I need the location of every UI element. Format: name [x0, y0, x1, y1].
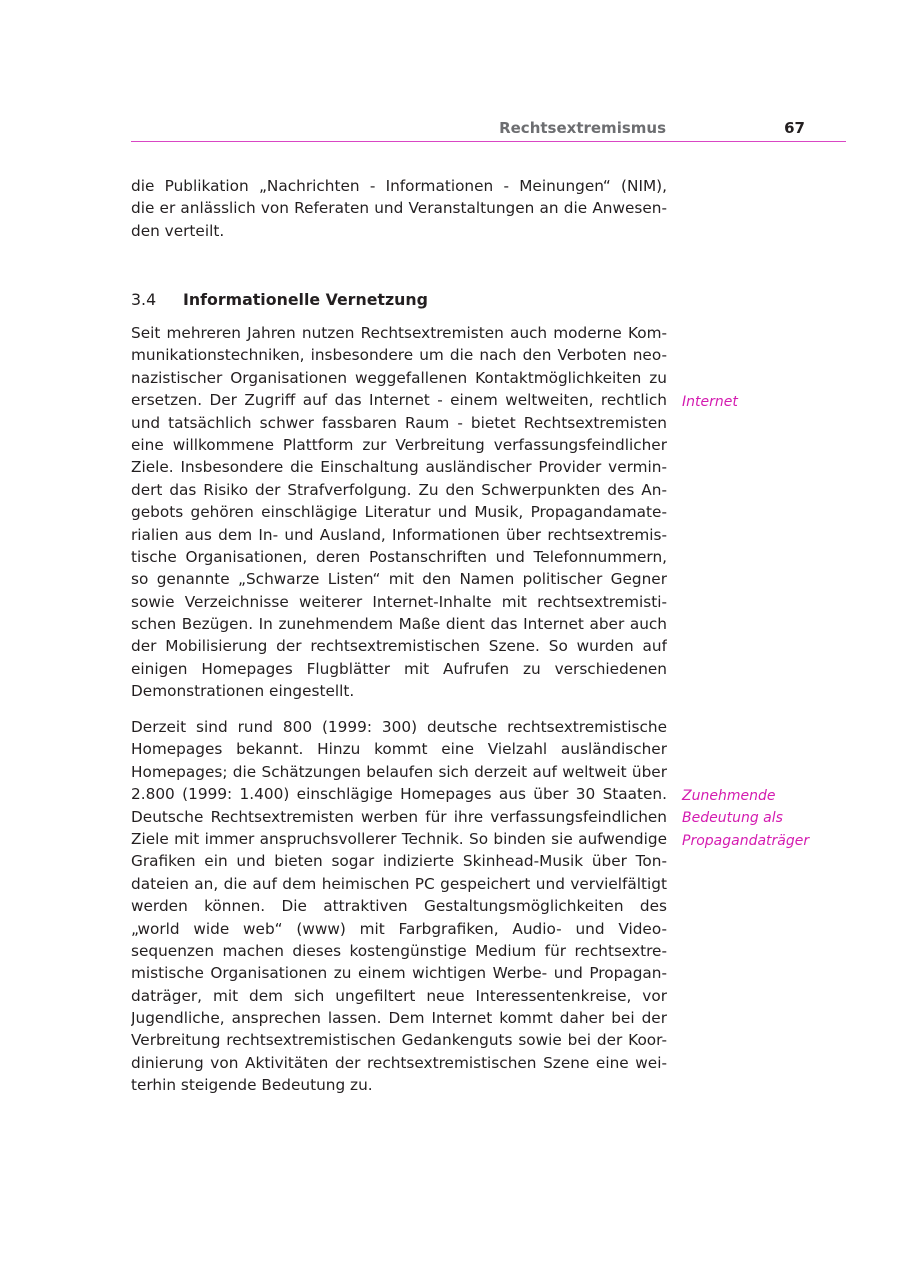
paragraph-line: nazistischer Organisationen weggefallenen Kontaktmöglichkeiten zu — [131, 368, 667, 387]
margin-note-internet — [682, 391, 738, 413]
paragraph-line: die Publikation „Nachrichten - Informationen - Meinungen“ (NIM), — [131, 177, 667, 195]
paragraph-line: Ziele mit immer anspruchsvollerer Technik. So binden sie aufwendige — [131, 829, 667, 848]
paragraph-line: so genannte „Schwarze Listen“ mit den Namen politischer Gegner — [131, 570, 667, 589]
paragraph-line: Jugendliche, ansprechen lassen. Dem Internet kommt daher bei der — [131, 1009, 667, 1028]
paragraph-line: einigen Homepages Flugblätter mit Aufrufen zu verschiedenen — [131, 659, 667, 678]
paragraph-line: Ziele. Insbesondere die Einschaltung ausländischer Provider vermin- — [131, 458, 667, 477]
paragraph-line: Homepages; die Schätzungen belaufen sich derzeit auf weltweit über — [131, 762, 667, 781]
paragraph-internet-use — [131, 322, 667, 703]
paragraph-line: sowie Verzeichnisse weiterer Internet-Inhalte mit rechtsextremisti- — [131, 592, 667, 611]
paragraph-line: eine willkommene Plattform zur Verbreitung verfassungsfeindlicher — [131, 435, 667, 454]
paragraph-line: und tatsächlich schwer fassbaren Raum - bietet Rechtsextremisten — [131, 413, 667, 432]
paragraph-line: Derzeit sind rund 800 (1999: 300) deutsche rechtsextremistische — [131, 718, 667, 736]
paragraph-line: dateien an, die auf dem heimischen PC gespeichert und vervielfältigt — [131, 874, 667, 893]
header-rule — [131, 141, 846, 142]
page-number: 67 — [784, 119, 805, 137]
paragraph-line: daträger, mit dem sich ungefiltert neue Interessentenkreise, vor — [131, 986, 667, 1005]
section-heading — [131, 289, 428, 311]
paragraph-line: Demonstrationen eingestellt. — [131, 682, 355, 701]
paragraph-line: Seit mehreren Jahren nutzen Rechtsextremisten auch moderne Kom- — [131, 324, 667, 342]
paragraph-line: „world wide web“ (www) mit Farbgrafiken, Audio- und Video- — [131, 919, 667, 938]
paragraph-line: die er anlässlich von Referaten und Veranstaltungen an die Anwesen- — [131, 199, 667, 218]
paragraph-line: schen Bezügen. In zunehmendem Maße dient das Internet aber auch — [131, 615, 667, 634]
paragraph-line: terhin steigende Bedeutung zu. — [131, 1076, 373, 1095]
paragraph-line: ersetzen. Der Zugriff auf das Internet - einem weltweiten, rechtlich — [131, 391, 667, 410]
paragraph-line: sequenzen machen dieses kostengünstige Medium für rechtsextre- — [131, 941, 667, 960]
paragraph-line: der Mobilisierung der rechtsextremistischen Szene. So wurden auf — [131, 637, 667, 656]
intro-paragraph — [131, 175, 667, 242]
margin-note-line: Internet — [682, 394, 738, 410]
paragraph-line: tische Organisationen, deren Postanschriften und Telefonnummern, — [131, 547, 667, 566]
paragraph-line: dinierung von Aktivitäten der rechtsextremistischen Szene eine wei- — [131, 1053, 667, 1072]
margin-note-propaganda — [682, 785, 809, 852]
paragraph-line: mistische Organisationen zu einem wichtigen Werbe- und Propagan- — [131, 964, 667, 983]
margin-note-line: Zunehmende — [682, 788, 776, 804]
paragraph-line: den verteilt. — [131, 221, 225, 240]
paragraph-line: dert das Risiko der Strafverfolgung. Zu den Schwerpunkten des An- — [131, 480, 667, 499]
running-title: Rechtsextremismus — [499, 119, 666, 137]
paragraph-line: Deutsche Rechtsextremisten werben für ihre verfassungsfeindlichen — [131, 807, 667, 826]
paragraph-line: munikationstechniken, insbesondere um die nach den Verboten neo- — [131, 346, 667, 365]
paragraph-homepages — [131, 716, 667, 1097]
paragraph-line: Grafiken ein und bieten sogar indizierte Skinhead-Musik über Ton- — [131, 852, 667, 871]
paragraph-line: Verbreitung rechtsextremistischen Gedankenguts sowie bei der Koor- — [131, 1031, 667, 1050]
margin-note-line: Propagandaträger — [682, 832, 810, 849]
paragraph-line: Homepages bekannt. Hinzu kommt eine Vielzahl ausländischer — [131, 740, 667, 759]
paragraph-line: 2.800 (1999: 1.400) einschlägige Homepages aus über 30 Staaten. — [131, 785, 667, 804]
section-title: Informationelle Vernetzung — [183, 290, 428, 309]
paragraph-line: rialien aus dem In- und Ausland, Informationen über rechtsextremis- — [131, 525, 667, 544]
paragraph-line: werden können. Die attraktiven Gestaltungsmöglichkeiten des — [131, 897, 667, 916]
paragraph-line: gebots gehören einschlägige Literatur und Musik, Propagandamate- — [131, 503, 667, 522]
section-number: 3.4 — [131, 290, 157, 309]
margin-note-line: Bedeutung als — [682, 810, 783, 827]
